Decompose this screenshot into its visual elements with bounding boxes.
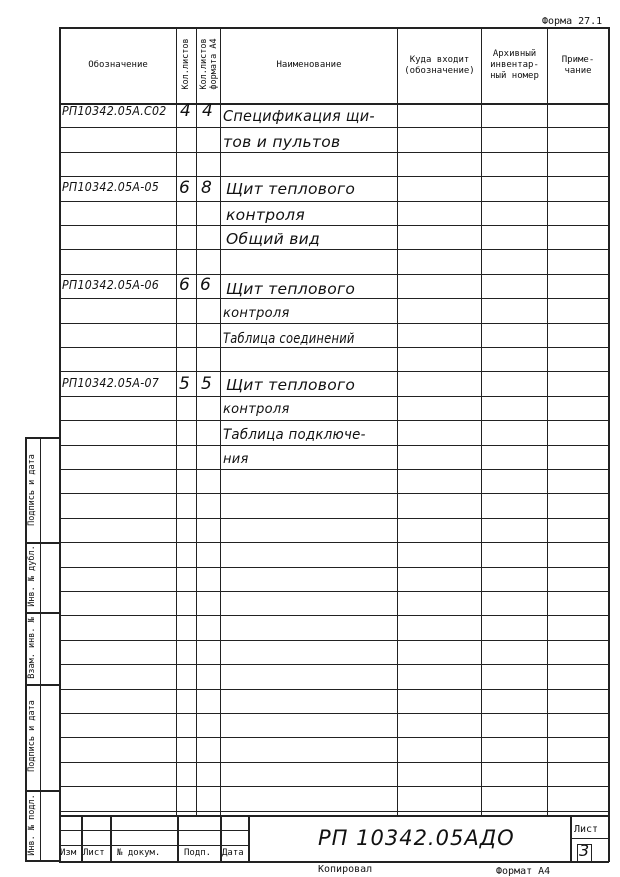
title-doc-no: № докум. bbox=[117, 848, 161, 858]
table-row-line bbox=[59, 298, 609, 299]
header-name: Наименование bbox=[276, 60, 342, 70]
row-1-code: РП10342.05А.С02 bbox=[62, 104, 167, 118]
table-row-line bbox=[59, 445, 609, 446]
table-row-line bbox=[59, 201, 609, 202]
row-1-sheets-a4: 4 bbox=[202, 101, 214, 121]
table-row-line bbox=[59, 152, 609, 153]
side-sign-date-2: Подпись и дата bbox=[27, 700, 37, 772]
table-row-line bbox=[59, 274, 609, 275]
table-row-line bbox=[59, 811, 609, 812]
title-div-5 bbox=[248, 815, 250, 862]
row-4-name-line-1: Щит теплового bbox=[226, 376, 356, 394]
row-1-name-line-2: тов и пультов bbox=[223, 133, 341, 151]
row-4-name-line-3: Таблица подключе- bbox=[223, 427, 366, 443]
row-1-name-line-1: Спецификация щи- bbox=[223, 107, 375, 125]
title-podp: Подп. bbox=[184, 848, 212, 858]
side-vzam-inv: Взам. инв. № bbox=[27, 617, 37, 679]
header-note: Приме-чание bbox=[561, 54, 595, 76]
frame-bottom bbox=[59, 861, 609, 863]
table-row-line bbox=[59, 396, 609, 397]
col-div-2 bbox=[196, 27, 197, 815]
title-div-2 bbox=[110, 815, 112, 862]
table-row-line bbox=[59, 786, 609, 787]
footer-format: Формат А4 bbox=[496, 866, 551, 877]
header-archive-number: Архивный инвентар-ный номер bbox=[490, 49, 539, 81]
row-2-name-line-2: контроля bbox=[226, 206, 305, 224]
row-3-name-line-1: Щит теплового bbox=[226, 280, 356, 298]
table-row-line bbox=[59, 249, 609, 250]
table-row-line bbox=[59, 225, 609, 226]
side-stamp-div-2 bbox=[25, 612, 59, 614]
col-div-6 bbox=[547, 27, 548, 815]
col-div-4 bbox=[397, 27, 398, 815]
table-row-line bbox=[59, 762, 609, 763]
header-used-in: Куда входит (обозначение) bbox=[404, 54, 475, 76]
table-row-line bbox=[59, 713, 609, 714]
table-row-line bbox=[59, 640, 609, 641]
row-4-name-line-4: ния bbox=[223, 452, 249, 467]
title-data: Дата bbox=[222, 848, 244, 858]
table-row-line bbox=[59, 591, 609, 592]
row-3-sheets: 6 bbox=[179, 275, 191, 295]
table-row-line bbox=[59, 469, 609, 470]
row-2-name-line-1: Щит теплового bbox=[226, 180, 356, 198]
row-2-name-line-3: Общий вид bbox=[226, 230, 321, 248]
table-row-line bbox=[59, 689, 609, 690]
row-2-code: РП10342.05А-05 bbox=[62, 180, 160, 194]
col-div-3 bbox=[220, 27, 221, 815]
table-row-line bbox=[59, 493, 609, 494]
sheet-number: 3 bbox=[579, 841, 590, 860]
title-sheet-div bbox=[570, 838, 608, 839]
title-block-top bbox=[59, 815, 609, 817]
row-3-name-line-3: Таблица соединений bbox=[223, 331, 355, 347]
header-sheets-a4-text: Кол.листов формата А4 bbox=[199, 38, 219, 90]
row-2-sheets: 6 bbox=[179, 178, 191, 198]
col-div-1 bbox=[176, 27, 177, 815]
col-div-5 bbox=[481, 27, 482, 815]
side-stamp-inner bbox=[40, 437, 41, 862]
table-row-line bbox=[59, 371, 609, 372]
document-code: РП 10342.05АДО bbox=[318, 826, 515, 850]
header-designation: Обозначение bbox=[88, 60, 148, 70]
row-4-sheets: 5 bbox=[179, 374, 191, 394]
sheet-label: Лист bbox=[574, 824, 599, 835]
row-4-code: РП10342.05А-07 bbox=[62, 376, 160, 390]
table-row-line bbox=[59, 127, 609, 128]
row-4-name-line-2: контроля bbox=[223, 402, 290, 417]
table-row-line bbox=[59, 347, 609, 348]
header-sheets-count: Кол.листов bbox=[181, 38, 191, 90]
side-stamp-div-1 bbox=[25, 542, 59, 544]
table-row-line bbox=[59, 176, 609, 177]
table-row-line bbox=[59, 542, 609, 543]
row-2-sheets-a4: 8 bbox=[201, 178, 213, 198]
title-div-3 bbox=[177, 815, 179, 862]
title-list: Лист bbox=[83, 848, 105, 858]
row-1-sheets: 4 bbox=[180, 101, 192, 121]
sheet-number-box bbox=[577, 844, 592, 862]
title-izm: Изм bbox=[60, 848, 77, 858]
table-row-line bbox=[59, 518, 609, 519]
form-label: Форма 27.1 bbox=[542, 16, 603, 27]
side-inv-orig: Инв. № подл. bbox=[27, 794, 37, 856]
footer-copied: Копировал bbox=[318, 864, 373, 875]
header-sheets-a4 bbox=[199, 28, 219, 100]
table-row-line bbox=[59, 615, 609, 616]
table-row-line bbox=[59, 420, 609, 421]
row-4-sheets-a4: 5 bbox=[201, 374, 213, 394]
row-3-code: РП10342.05А-06 bbox=[62, 278, 160, 292]
row-3-sheets-a4: 6 bbox=[200, 275, 212, 295]
table-row-line bbox=[59, 737, 609, 738]
side-inv-dubl: Инв. № дубл. bbox=[27, 545, 37, 607]
table-row-line bbox=[59, 567, 609, 568]
table-row-line bbox=[59, 664, 609, 665]
row-3-name-line-2: контроля bbox=[223, 306, 290, 321]
table-row-line bbox=[59, 323, 609, 324]
side-sign-date-1: Подпись и дата bbox=[27, 454, 37, 526]
